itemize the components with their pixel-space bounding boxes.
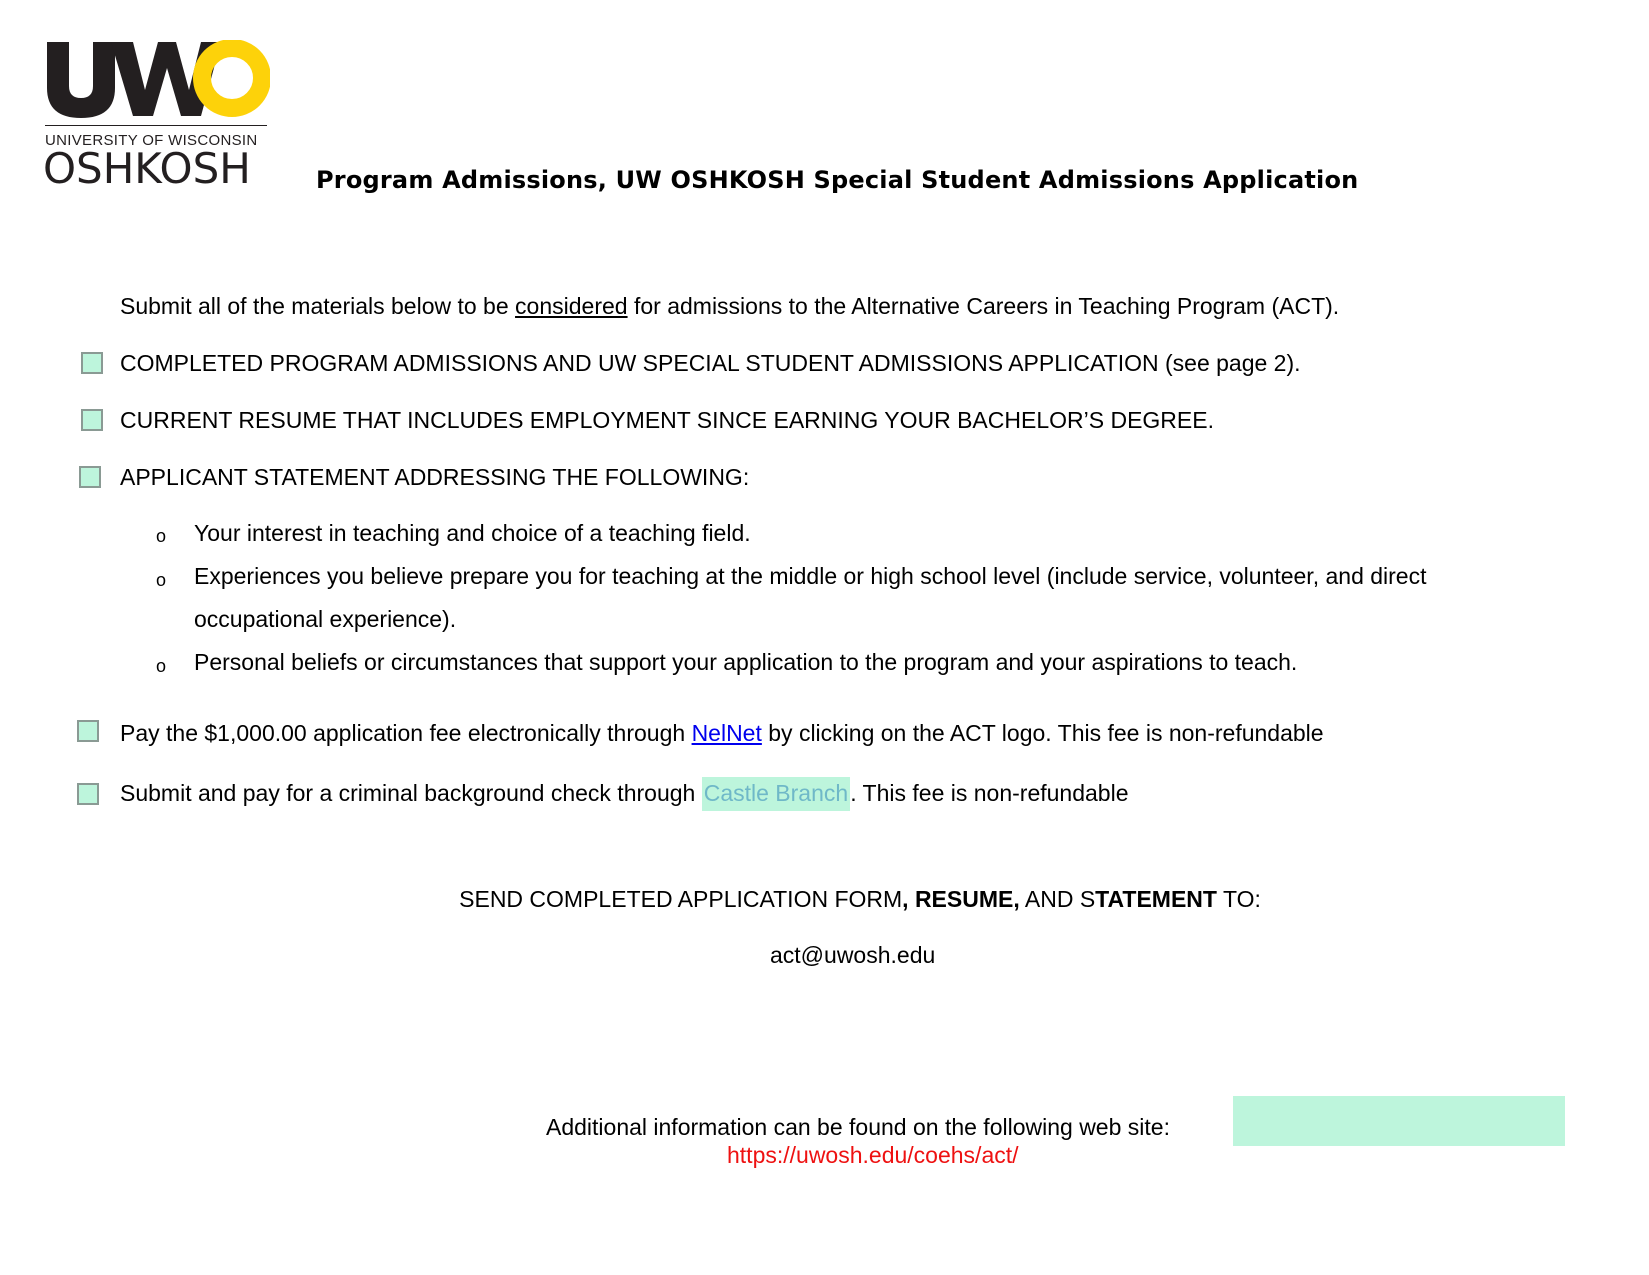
act-web-url[interactable]: https://uwosh.edu/coehs/act/ — [727, 1142, 1019, 1168]
fee-text-after: by clicking on the ACT logo. This fee is non-refundable — [761, 720, 1324, 746]
web-site-field[interactable] — [1233, 1096, 1565, 1146]
intro-after: for admissions to the Alternative Careers in Teaching Program (ACT). — [627, 293, 1340, 319]
uwo-monogram-icon — [45, 40, 270, 120]
background-text-before: Submit and pay for a criminal background check through — [120, 780, 702, 806]
page-title: Program Admissions, UW OSHKOSH Special Student Admissions Application — [316, 166, 1359, 194]
send-part-3: AND S — [1019, 886, 1096, 912]
checklist-item-application: COMPLETED PROGRAM ADMISSIONS AND UW SPECIAL STUDENT ADMISSIONS APPLICATION (see page 2). — [120, 350, 1301, 376]
bullet-icon: o — [156, 656, 167, 676]
checkbox-statement[interactable] — [79, 466, 101, 488]
checkbox-resume[interactable] — [81, 409, 103, 431]
castle-branch-link[interactable]: Castle Branch — [702, 777, 850, 811]
nelnet-link[interactable]: NelNet — [691, 720, 762, 746]
uwo-logo — [45, 40, 270, 200]
checkbox-application[interactable] — [81, 352, 103, 374]
additional-info-text: Additional information can be found on the following web site: — [546, 1114, 1170, 1140]
bullet-icon: o — [156, 570, 167, 590]
intro-underlined: considered — [515, 293, 628, 319]
send-part-2: , RESUME, — [902, 886, 1020, 912]
statement-point-experience: Experiences you believe prepare you for teaching at the middle or high school level (include service, volunteer, and direct — [194, 563, 1427, 589]
statement-point-experience-cont: occupational experience). — [194, 606, 457, 632]
statement-point-interest: Your interest in teaching and choice of a teaching field. — [194, 520, 751, 546]
checkbox-fee[interactable] — [77, 720, 99, 742]
checklist-item-statement: APPLICANT STATEMENT ADDRESSING THE FOLLOWING: — [120, 464, 750, 490]
send-part-4: TATEMENT — [1095, 886, 1217, 912]
fee-text-before: Pay the $1,000.00 application fee electronically through — [120, 720, 692, 746]
checklist-item-background-check — [120, 779, 1129, 807]
intro-text — [120, 292, 1339, 320]
intro-before: Submit all of the materials below to be — [120, 293, 516, 319]
checklist-item-resume: CURRENT RESUME THAT INCLUDES EMPLOYMENT SINCE EARNING YOUR BACHELOR’S DEGREE. — [120, 407, 1214, 433]
send-part-5: TO: — [1216, 886, 1261, 912]
logo-divider — [45, 125, 267, 126]
statement-point-beliefs: Personal beliefs or circumstances that support your application to the program and your aspirations to teach. — [194, 649, 1298, 675]
send-part-1: SEND COMPLETED APPLICATION FORM — [459, 886, 903, 912]
checklist-item-fee — [120, 719, 1324, 747]
bullet-icon: o — [156, 526, 167, 546]
background-text-after: . This fee is non-refundable — [850, 780, 1129, 806]
logo-university-line: UNIVERSITY OF WISCONSIN — [45, 132, 258, 149]
checkbox-background-check[interactable] — [77, 783, 99, 805]
send-instructions — [0, 885, 1649, 913]
send-email: act@uwosh.edu — [770, 942, 936, 968]
logo-campus-name: OSHKOSH — [43, 144, 251, 193]
